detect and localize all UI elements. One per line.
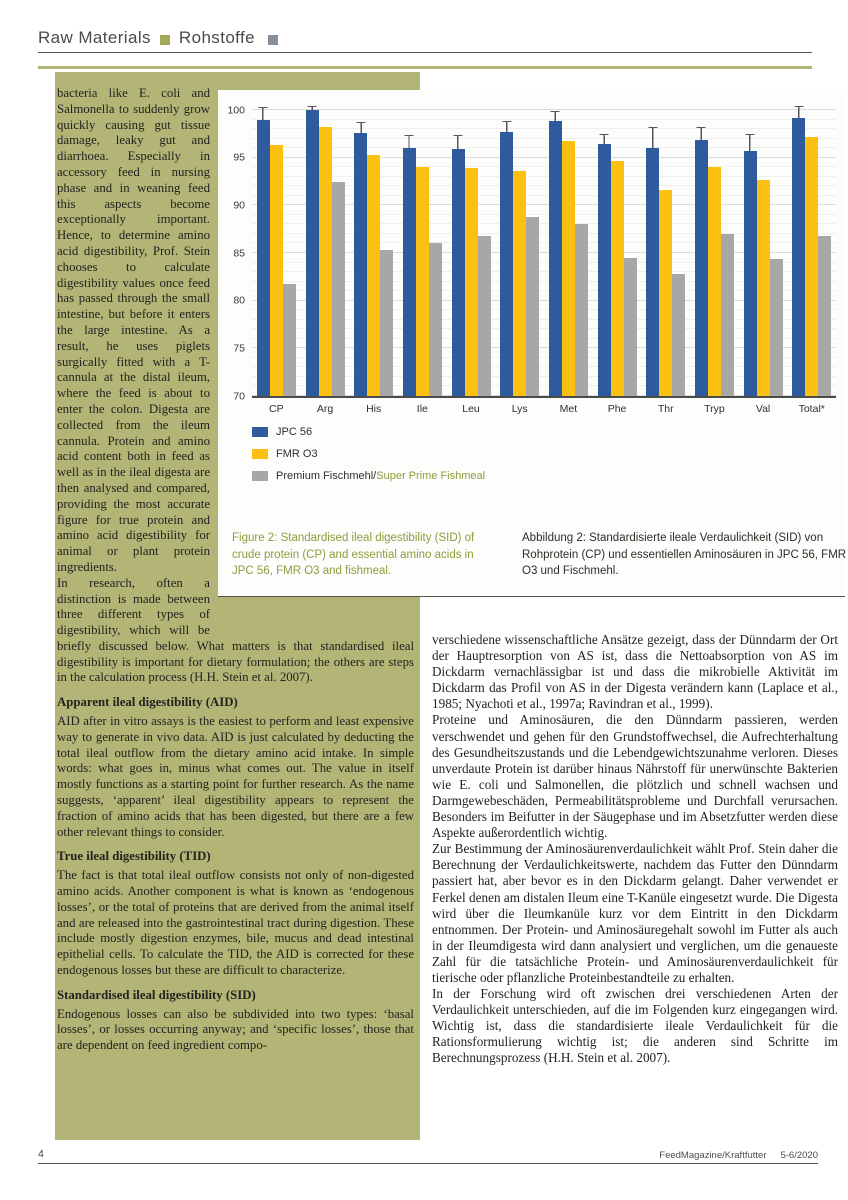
bar (283, 284, 296, 396)
bar (770, 259, 783, 396)
figure-caption-en: Figure 2: Standardised ileal digestibility (SID) of crude protein (CP) and essential amino acids in JPC 56, FMR O3 and fishmeal. (232, 532, 475, 577)
header-rule (38, 52, 812, 53)
section-title-de: Rohstoffe (178, 28, 255, 47)
bar (646, 148, 659, 396)
footer-rule (38, 1163, 818, 1164)
error-bar (551, 111, 560, 121)
error-bar (600, 134, 609, 144)
bar (757, 180, 770, 396)
bar (478, 236, 491, 396)
article-column-german (432, 632, 838, 1067)
heading-sid: Standardised ileal digestibility (SID) (57, 987, 256, 1002)
bar (526, 217, 539, 396)
bar (452, 149, 465, 396)
bar (695, 140, 708, 396)
legend-label: Premium Fischmehl/ (276, 470, 377, 482)
paragraph: Zur Bestimmung der Aminosäurenverdaulichkeit wählt Prof. Stein daher die Berechnung der Verdaulichkeitswerte, nachdem das Futter den Dünndarm passiert hat, aber bevor es in den Dickdarm gelangt. Daher verwendet er Ferkel denen am distalen Ileum eine T-Kanüle eingesetzt wurde. Die Digesta wird über die Ileumkanüle kurz vor dem Eintritt in den Dickdarm entnommen. Der Protein- und Aminosäuregehalt sowohl im Futter als auch in der Ileumdigesta wird dann analysiert und verglichen, um die genaueste Zahl für die tatsächliche Protein- und Aminosäurenverdaulichkeit für tierische oder pflanzliche Proteinbestandteile zu erhalten. (432, 841, 838, 985)
legend-swatch (252, 449, 268, 459)
bar (575, 224, 588, 396)
paragraph: Endogenous losses can also be subdivided into two types: ‘basal losses’, or losses occurring anyway; and ‘specific losses’, those that are dependent on feed ingredient compo- (57, 1006, 414, 1053)
paragraph: The fact is that total ileal outflow consists not only of non-digested amino acids. Another component is what is known as ‘endogenous losses’, or the total of proteins that are derived from the animal itself and are released into the gastrointestinal tract during digestion. These include mostly digestion enzymes, bile, mucus and dead intestinal epithelial cells. To calculate the TID, the AID is corrected for these endogenous losses but these are difficult to characterize. (57, 868, 414, 978)
legend-item (252, 426, 485, 438)
heading-aid: Apparent ileal digestibility (AID) (57, 695, 238, 710)
gridline (252, 109, 836, 110)
legend-label: JPC 56 (276, 426, 313, 438)
figure-captions (232, 530, 848, 580)
bar (465, 168, 478, 396)
legend-item (252, 470, 485, 482)
x-tick-label: Thr (657, 403, 674, 415)
bar (744, 151, 757, 396)
bar-group-Met (544, 112, 593, 415)
bar (721, 234, 734, 396)
y-tick-label: 75 (233, 342, 245, 355)
legend-item (252, 448, 485, 460)
legend-swatch (252, 471, 268, 481)
error-bar (356, 122, 365, 132)
error-bar (308, 106, 317, 110)
x-tick-label: Total* (798, 403, 825, 415)
bar (319, 127, 332, 396)
bar (659, 190, 672, 396)
bar-group-Leu (447, 112, 496, 415)
error-bar (454, 135, 463, 149)
paragraph: Proteine und Aminosäuren, die den Dünndarm passieren, werden verschwendet und gehen für den Grundstoffwechsel, die Aufrechterhaltung des Gesundheitszustands und die Lebendgewichtszunahme verloren. Dieses unverdaute Protein ist darüber hinaus Nährstoff für unerwünschte Bakterien wie E. coli und Salmonellen, die plötzlich und schnell wachsen und Darmgewebeschäden, Permeabilitätsprobleme und Durchfall verursachen. Besonders im Beifutter in der Säugephase und im Absetzfutter werden diese Aspekte außerordentlich wichtig. (432, 712, 838, 841)
error-bar (648, 127, 657, 148)
error-bar (794, 106, 803, 117)
bar (500, 132, 513, 396)
heading-tid: True ileal digestibility (TID) (57, 849, 211, 864)
bar (792, 118, 805, 396)
section-header (38, 28, 278, 48)
paragraph: bacteria like E. coli and Salmonella to suddenly grow quickly causing gut tissue damage, leaky gut and diarrhoea. Especially in accessory feed in nursing phase and in weaning feed this aspects become exceptionally important. Hence, to determine amino acid digestibility, Prof. Stein chooses to calculate digestibility values once feed has passed through the small intestine, but before it enters the large intestine. As a result, he uses piglets surgically fitted with a T-cannula at the distal ileum, where the feed is about to enter the colon. Digesta are collected from the ileum cannula. Protein and amino acid content both in feed as well as in the ileal digesta are then analysed and compared, providing the most accurate figure for true protein and amino acid digestibility for animal or plant protein ingredients. (57, 86, 210, 574)
bar-group-Lys (495, 112, 544, 415)
page-number: 4 (38, 1148, 44, 1160)
paragraph: In der Forschung wird oft zwischen drei verschiedenen Arten der Verdaulichkeit unterschieden, auf die im Folgenden kurz eingegangen wird. Wichtig ist, dass die standardisierte ileale Verdaulichkeit für die Rationsformulierung wichtig ist; die anderen sind Schritte im Berechnungsprozess (H.H. Stein et al. 2007). (432, 986, 838, 1066)
footer-magazine-name: FeedMagazine/Kraftfutter (659, 1150, 767, 1161)
bar-group-Val (739, 112, 788, 415)
x-tick-label: Arg (316, 403, 334, 415)
bar (624, 258, 637, 396)
footer-credit (659, 1150, 818, 1161)
y-tick-label: 100 (227, 103, 245, 116)
bar (257, 120, 270, 396)
chart-legend (252, 426, 485, 492)
y-tick-label: 80 (233, 294, 245, 307)
bar (429, 243, 442, 396)
error-bar (697, 127, 706, 139)
x-tick-label: CP (269, 403, 284, 415)
chart-plot (227, 103, 836, 415)
bar-group-His (349, 112, 398, 415)
paragraph-text: In research, often a distinction is made between three different types of digestibility, which will be briefly discussed below. What matters is that standardised ileal digestibility is important for dietary formulation; the others are steps in the calculation process (H.H. Stein et al. 2007). (57, 575, 414, 685)
bar (403, 148, 416, 396)
olive-accent-rule (38, 66, 812, 69)
bar (354, 133, 367, 396)
gray-square-icon (268, 35, 278, 45)
bar (818, 236, 831, 396)
bar-group-Thr (641, 112, 690, 415)
figure-panel (218, 90, 845, 597)
paragraph: verschiedene wissenschaftliche Ansätze gezeigt, dass der Dünndarm der Ort der Hauptresorption von AS ist, dass die Nettoabsorption von AS im Dickdarm vernachlässigbar ist und dass die mikrobielle Aktivität im Dickdarm das Profil von AS in der Digesta verändern kann (Laplace et al., 1985; Nyachoti et al., 1997a; Ravindran et al., 1999). (432, 632, 838, 712)
x-tick-label: Leu (462, 403, 480, 415)
chart-groups (252, 112, 836, 415)
bar (380, 250, 393, 396)
x-tick-label: Tryp (704, 403, 725, 415)
y-tick-label: 95 (233, 151, 245, 164)
x-tick-label: His (366, 403, 382, 415)
legend-swatch (252, 427, 268, 437)
footer-issue: 5-6/2020 (780, 1150, 818, 1161)
bar (416, 167, 429, 396)
y-tick-label: 90 (233, 199, 245, 212)
x-tick-label: Val (755, 403, 771, 415)
paragraph: AID after in vitro assays is the easiest to perform and least expensive way to generate in vivo data. AID is just calculated by deducting the total ileal outflow from the dietary amino acid intake. In simple words: what goes in, minus what comes out. The value in itself mostly functions as a starting point for further research. As the name suggests, ‘apparent’ ileal digestibility appears to represent the fraction of amino acids that has been digested, but there are a few other relevant things to consider. (57, 714, 414, 839)
y-tick-label: 85 (233, 246, 245, 259)
bar-group-Total (787, 112, 836, 415)
section-title-en: Raw Materials (38, 28, 151, 47)
bar (306, 110, 319, 396)
bar-group-Ile (398, 112, 447, 415)
bar-group-Phe (593, 112, 642, 415)
bar-group-Arg (301, 112, 350, 415)
bar (549, 121, 562, 397)
x-tick-label: Phe (607, 403, 627, 415)
legend-label: FMR O3 (276, 448, 318, 460)
bar-group-CP (252, 112, 301, 415)
x-tick-label: Met (559, 403, 578, 415)
error-bar (259, 107, 268, 119)
error-bar (502, 121, 511, 132)
bar-group-Tryp (690, 112, 739, 415)
olive-square-icon (160, 35, 170, 45)
bar (805, 137, 818, 396)
legend-label: Super Prime Fishmeal (376, 470, 486, 482)
error-bar (405, 135, 414, 148)
bar (513, 171, 526, 396)
bar (270, 145, 283, 396)
x-tick-label: Ile (416, 403, 428, 415)
bar (367, 155, 380, 396)
bar (598, 144, 611, 396)
figure-caption-de: Abbildung 2: Standardisierte ileale Verdaulichkeit (SID) von Rohprotein (CP) und essentiellen Aminosäuren in JPC 56, FMR O3 und Fischmehl. (522, 532, 847, 577)
y-tick-label: 70 (233, 389, 245, 402)
bar (611, 161, 624, 396)
bar (332, 182, 345, 396)
error-bar (746, 134, 755, 151)
bar (708, 167, 721, 396)
x-tick-label: Lys (511, 403, 528, 415)
bar (672, 274, 685, 396)
bar (562, 141, 575, 396)
